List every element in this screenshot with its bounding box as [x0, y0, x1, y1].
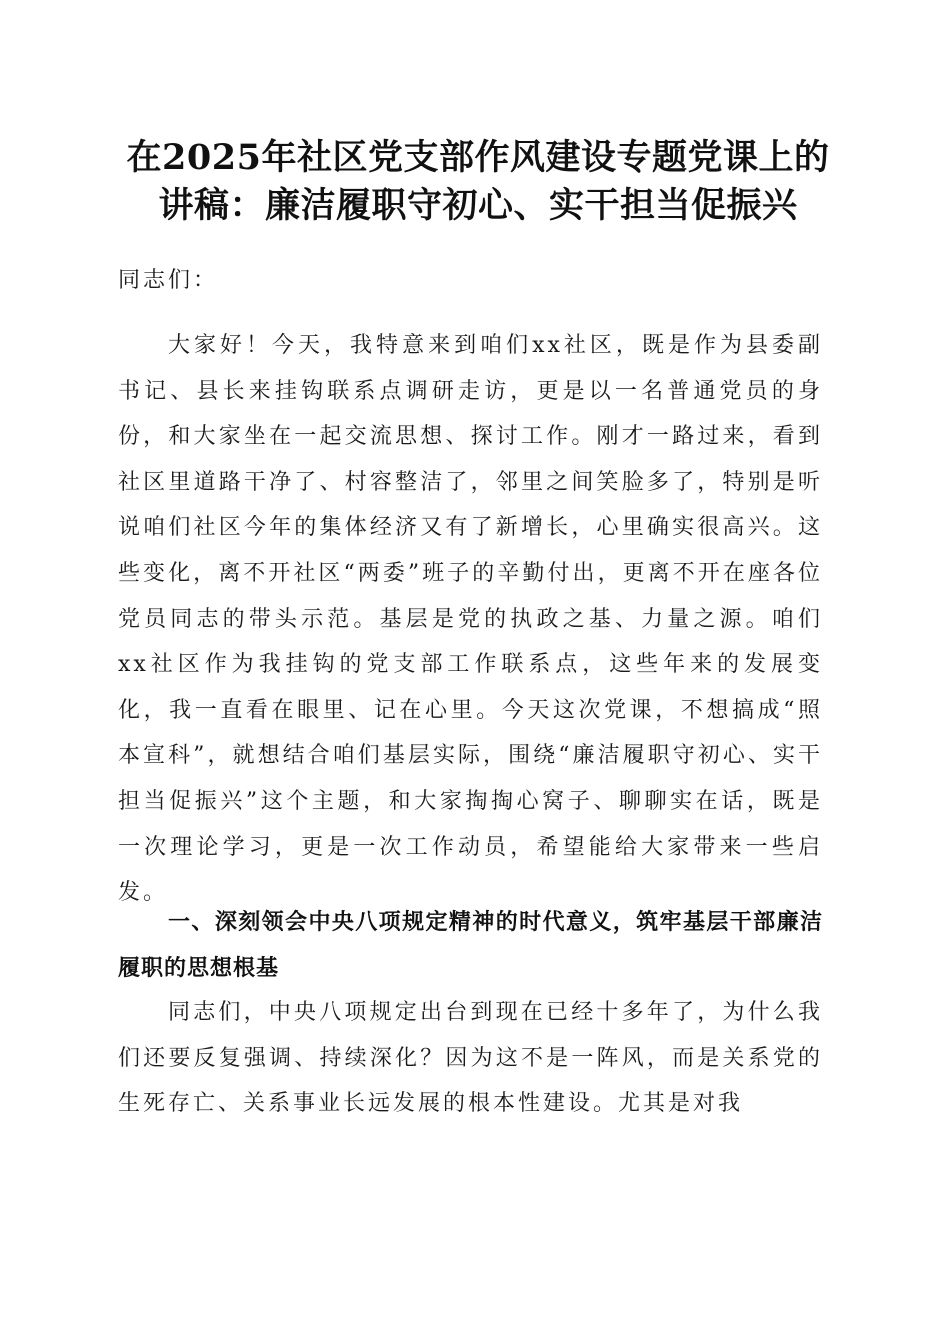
body-paragraph: 大家好！今天，我特意来到咱们xx社区，既是作为县委副书记、县长来挂钩联系点调研走访，更是以一名普通党员的身份，和大家坐在一起交流思想、探讨工作。刚才一路过来，看到社区里道路干净了、村容整洁了，邻里之间笑脸多了，特别是听说咱们社区今年的集体经济又有了新增长，心里确实很高兴。这些变化，离不开社区“两委”班子的辛勤付出，更离不开在座各位党员同志的带头示范。基层是党的执政之基、力量之源。咱们xx社区作为我挂钩的党支部工作联系点，这些年来的发展变化，我一直看在眼里、记在心里。今天这次党课，不想搞成“照本宣科”，就想结合咱们基层实际，围绕“廉洁履职守初心、实干担当促振兴”这个主题，和大家掏掏心窝子、聊聊实在话，既是一次理论学习，更是一次工作动员，希望能给大家带来一些启发。 [118, 333, 823, 906]
salutation: 同志们： [118, 268, 219, 293]
document-title: 在2025年社区党支部作风建设专题党课上的讲稿：廉洁履职守初心、实干担当促振兴 [126, 137, 830, 226]
body-paragraph: 同志们，中央八项规定出台到现在已经十多年了，为什么我们还要反复强调、持续深化？因为这不是一阵风，而是关系党的生死存亡、关系事业长远发展的根本性建设。尤其是对我 [118, 1000, 823, 1117]
section-heading: 一、深刻领会中央八项规定精神的时代意义，筑牢基层干部廉洁履职的思想根基 [118, 910, 823, 981]
